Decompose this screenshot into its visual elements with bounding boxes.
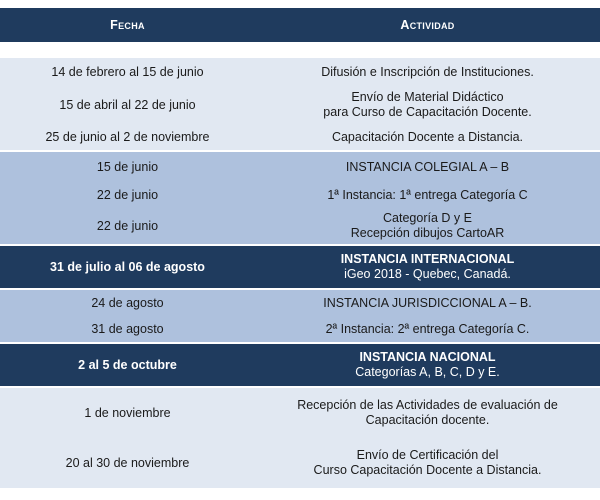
row-actividad bbox=[255, 86, 600, 124]
row-actividad bbox=[255, 58, 600, 86]
actividad-line: 2ª Instancia: 2ª entrega Categoría C. bbox=[325, 321, 530, 336]
row-actividad bbox=[255, 344, 600, 386]
row-actividad bbox=[255, 182, 600, 208]
row-actividad bbox=[255, 208, 600, 244]
row-fecha: 31 de julio al 06 de agosto bbox=[50, 259, 205, 274]
row-fecha: 24 de agosto bbox=[91, 295, 164, 310]
row-actividad bbox=[255, 152, 600, 182]
table-row bbox=[0, 388, 600, 438]
actividad-line: Curso Capacitación Docente a Distancia. bbox=[313, 463, 542, 477]
actividad-line: Categoría D y E bbox=[383, 211, 472, 225]
actividad-line: INSTANCIA NACIONAL bbox=[359, 350, 496, 364]
table-row bbox=[0, 124, 600, 150]
row-fecha: 15 de junio bbox=[96, 159, 159, 174]
table-row bbox=[0, 58, 600, 86]
header-actividad: Actividad bbox=[400, 17, 455, 32]
row-fecha: 22 de junio bbox=[96, 218, 159, 233]
table-header bbox=[0, 8, 600, 42]
table-row bbox=[0, 246, 600, 288]
actividad-line: iGeo 2018 - Quebec, Canadá. bbox=[344, 267, 511, 281]
actividad-line: 1ª Instancia: 1ª entrega Categoría C bbox=[327, 187, 528, 202]
row-fecha: 15 de abril al 22 de junio bbox=[59, 97, 196, 112]
actividad-line: Recepción de las Actividades de evaluación de bbox=[297, 398, 558, 412]
row-fecha: 20 al 30 de noviembre bbox=[65, 455, 190, 470]
actividad-line: Capacitación Docente a Distancia. bbox=[331, 129, 524, 144]
table-row bbox=[0, 86, 600, 124]
row-fecha: 31 de agosto bbox=[91, 321, 164, 336]
actividad-line: INSTANCIA JURISDICCIONAL A – B. bbox=[323, 295, 532, 310]
table-row bbox=[0, 316, 600, 342]
row-fecha: 14 de febrero al 15 de junio bbox=[51, 64, 204, 79]
row-fecha: 25 de junio al 2 de noviembre bbox=[45, 129, 210, 144]
row-fecha: 1 de noviembre bbox=[84, 405, 171, 420]
header-fecha: Fecha bbox=[110, 17, 145, 32]
row-actividad bbox=[255, 246, 600, 288]
table-row bbox=[0, 344, 600, 386]
actividad-line: Recepción dibujos CartoAR bbox=[350, 226, 505, 240]
actividad-line: Difusión e Inscripción de Instituciones. bbox=[321, 64, 534, 79]
row-fecha: 2 al 5 de octubre bbox=[78, 357, 177, 372]
actividad-line: Categorías A, B, C, D y E. bbox=[355, 365, 500, 379]
table-row bbox=[0, 152, 600, 182]
actividad-line: Envío de Certificación del bbox=[356, 448, 499, 462]
table-row bbox=[0, 438, 600, 488]
row-actividad bbox=[255, 316, 600, 342]
row-actividad bbox=[255, 290, 600, 316]
table-row bbox=[0, 208, 600, 244]
row-actividad bbox=[255, 438, 600, 488]
actividad-line: Capacitación docente. bbox=[365, 413, 490, 427]
actividad-line: para Curso de Capacitación Docente. bbox=[323, 105, 532, 119]
table-row bbox=[0, 290, 600, 316]
actividad-line: INSTANCIA COLEGIAL A – B bbox=[345, 159, 510, 174]
actividad-line: INSTANCIA INTERNACIONAL bbox=[340, 252, 515, 266]
row-fecha: 22 de junio bbox=[96, 187, 159, 202]
actividad-line: Envío de Material Didáctico bbox=[351, 90, 504, 104]
table-row bbox=[0, 182, 600, 208]
row-actividad bbox=[255, 124, 600, 150]
row-actividad bbox=[255, 388, 600, 438]
